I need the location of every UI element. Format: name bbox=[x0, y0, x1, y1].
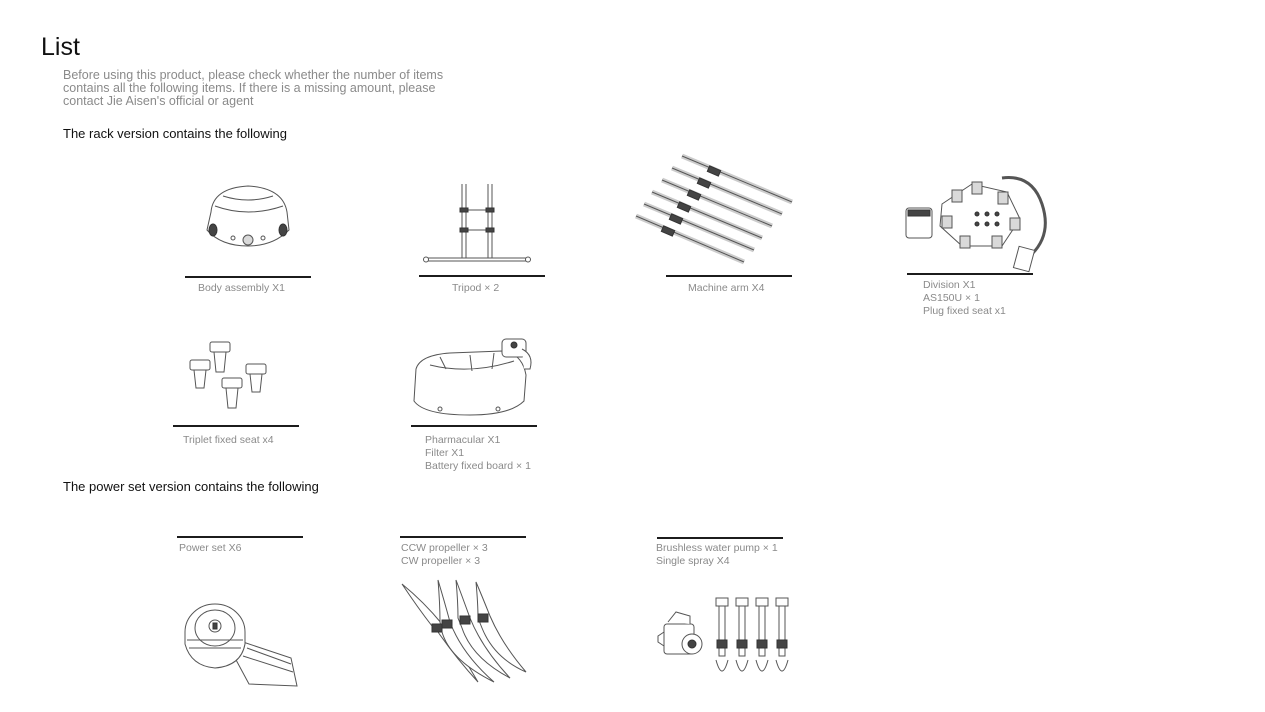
item-rule bbox=[666, 275, 792, 277]
page-title: List bbox=[41, 33, 80, 61]
body-assembly-icon bbox=[203, 182, 293, 252]
triplet-fixed-seat-icon bbox=[186, 338, 274, 414]
machine-arm-icon bbox=[632, 152, 797, 270]
item-caption: Division X1 AS150U × 1 Plug fixed seat x1 bbox=[923, 279, 1006, 317]
pharmacular-tank-icon bbox=[410, 335, 536, 417]
item-rule bbox=[400, 536, 526, 538]
power-set-motor-icon bbox=[183, 596, 301, 690]
item-rule bbox=[185, 276, 311, 278]
item-caption: Pharmacular X1 Filter X1 Battery fixed board × 1 bbox=[425, 434, 531, 472]
water-pump-spray-icon bbox=[656, 596, 800, 686]
propeller-icon bbox=[398, 578, 530, 686]
item-caption: CCW propeller × 3 CW propeller × 3 bbox=[401, 542, 488, 567]
division-board-icon bbox=[902, 174, 1057, 274]
tripod-icon bbox=[422, 180, 532, 266]
item-caption: Brushless water pump × 1 Single spray X4 bbox=[656, 542, 778, 567]
item-rule bbox=[411, 425, 537, 427]
item-caption: Body assembly X1 bbox=[198, 282, 285, 294]
item-rule bbox=[173, 425, 299, 427]
item-rule bbox=[177, 536, 303, 538]
intro-text: Before using this product, please check whether the number of items contains all the following items. If there is a missing amount, please contact Jie Aisen's official or agent bbox=[63, 68, 444, 108]
item-rule bbox=[907, 273, 1033, 275]
item-caption: Tripod × 2 bbox=[452, 282, 500, 294]
item-rule bbox=[419, 275, 545, 277]
item-rule bbox=[657, 537, 783, 539]
item-caption: Machine arm X4 bbox=[688, 282, 765, 294]
item-caption: Triplet fixed seat x4 bbox=[183, 434, 274, 446]
power-section-heading: The power set version contains the following bbox=[63, 479, 319, 494]
item-caption: Power set X6 bbox=[179, 542, 242, 554]
rack-section-heading: The rack version contains the following bbox=[63, 126, 288, 141]
